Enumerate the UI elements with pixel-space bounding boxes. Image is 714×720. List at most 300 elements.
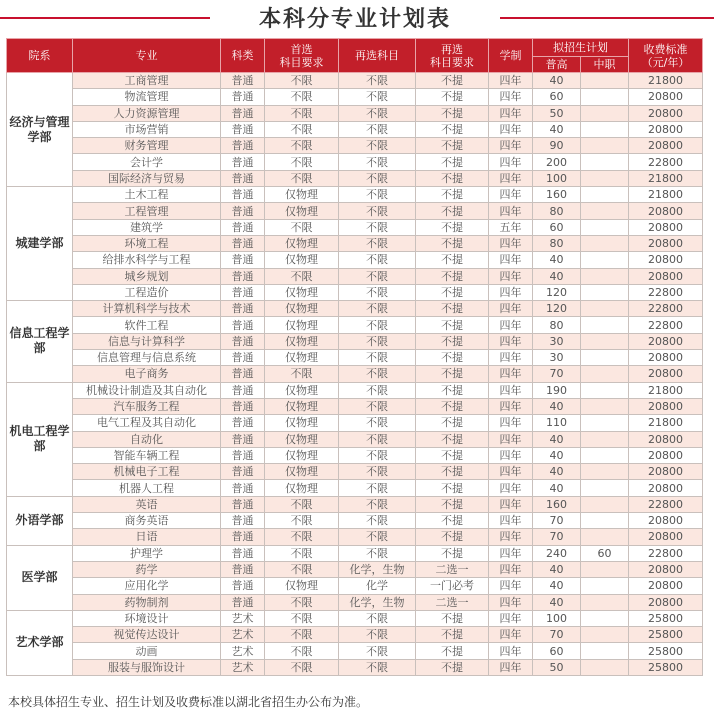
table-row [7, 610, 703, 626]
cell-fee: 20800 [629, 252, 703, 268]
cell-major: 机械设计制造及其自动化 [73, 382, 221, 398]
table-row [7, 317, 703, 333]
cell-plan-normal: 50 [533, 659, 581, 675]
cell-re-req: 不提 [416, 333, 489, 349]
cell-years: 四年 [489, 594, 533, 610]
page-title: 本科分专业计划表 [258, 6, 451, 32]
cell-years: 四年 [489, 187, 533, 203]
cell-plan-vocational [581, 594, 629, 610]
cell-first-req: 不限 [265, 643, 339, 659]
table-row [7, 545, 703, 561]
cell-years: 四年 [489, 121, 533, 137]
cell-plan-vocational [581, 73, 629, 89]
header-first-req-top: 首选 [290, 42, 313, 56]
cell-major: 汽车服务工程 [73, 398, 221, 414]
cell-years: 四年 [489, 643, 533, 659]
table-row [7, 73, 703, 89]
cell-plan-normal: 30 [533, 333, 581, 349]
cell-years: 五年 [489, 219, 533, 235]
cell-plan-normal: 40 [533, 73, 581, 89]
cell-re-subject: 不限 [339, 659, 416, 675]
cell-type: 普通 [221, 366, 265, 382]
cell-first-req: 不限 [265, 219, 339, 235]
table-row [7, 252, 703, 268]
cell-fee: 22800 [629, 154, 703, 170]
cell-first-req: 不限 [265, 513, 339, 529]
cell-plan-normal: 40 [533, 121, 581, 137]
cell-fee: 20800 [629, 89, 703, 105]
cell-first-req: 不限 [265, 170, 339, 186]
cell-plan-vocational [581, 105, 629, 121]
table-row [7, 431, 703, 447]
cell-first-req: 不限 [265, 154, 339, 170]
cell-fee: 20800 [629, 464, 703, 480]
cell-first-req: 仅物理 [265, 252, 339, 268]
cell-type: 普通 [221, 398, 265, 414]
cell-major: 物流管理 [73, 89, 221, 105]
cell-major: 工程管理 [73, 203, 221, 219]
cell-re-req: 不提 [416, 187, 489, 203]
cell-re-subject: 不限 [339, 431, 416, 447]
cell-plan-vocational [581, 252, 629, 268]
cell-plan-vocational [581, 643, 629, 659]
cell-plan-vocational [581, 350, 629, 366]
header-plan: 拟招生计划 [533, 39, 629, 57]
cell-plan-normal: 70 [533, 366, 581, 382]
cell-re-subject: 不限 [339, 333, 416, 349]
cell-first-req: 不限 [265, 496, 339, 512]
cell-plan-vocational [581, 317, 629, 333]
cell-type: 普通 [221, 415, 265, 431]
cell-first-req: 仅物理 [265, 301, 339, 317]
cell-first-req: 仅物理 [265, 431, 339, 447]
cell-re-req: 不提 [416, 366, 489, 382]
cell-first-req: 不限 [265, 561, 339, 577]
cell-major: 机器人工程 [73, 480, 221, 496]
cell-major: 环境设计 [73, 610, 221, 626]
table-row [7, 170, 703, 186]
cell-major: 日语 [73, 529, 221, 545]
cell-re-subject: 不限 [339, 187, 416, 203]
table-row [7, 138, 703, 154]
table-row [7, 398, 703, 414]
cell-years: 四年 [489, 431, 533, 447]
cell-plan-vocational [581, 154, 629, 170]
table-row [7, 219, 703, 235]
cell-first-req: 不限 [265, 529, 339, 545]
header-type: 科类 [221, 39, 265, 73]
cell-re-subject: 不限 [339, 643, 416, 659]
cell-major: 自动化 [73, 431, 221, 447]
header-re-req-top: 再选 [441, 42, 463, 56]
cell-plan-vocational [581, 659, 629, 675]
cell-re-req: 不提 [416, 529, 489, 545]
cell-plan-vocational [581, 138, 629, 154]
cell-fee: 20800 [629, 105, 703, 121]
cell-re-req: 不提 [416, 105, 489, 121]
department-cell: 信息工程学部 [7, 301, 73, 382]
cell-major: 财务管理 [73, 138, 221, 154]
cell-first-req: 仅物理 [265, 382, 339, 398]
cell-years: 四年 [489, 659, 533, 675]
cell-years: 四年 [489, 333, 533, 349]
cell-first-req: 不限 [265, 89, 339, 105]
cell-re-subject: 不限 [339, 235, 416, 251]
cell-fee: 25800 [629, 610, 703, 626]
cell-fee: 21800 [629, 382, 703, 398]
cell-major: 护理学 [73, 545, 221, 561]
cell-type: 艺术 [221, 659, 265, 675]
cell-plan-vocational [581, 301, 629, 317]
cell-fee: 25800 [629, 643, 703, 659]
cell-re-req: 不提 [416, 138, 489, 154]
cell-plan-vocational: 60 [581, 545, 629, 561]
cell-re-subject: 不限 [339, 382, 416, 398]
cell-re-subject: 不限 [339, 203, 416, 219]
cell-fee: 21800 [629, 187, 703, 203]
cell-re-req: 不提 [416, 89, 489, 105]
department-cell: 经济与管理学部 [7, 73, 73, 187]
cell-re-req: 不提 [416, 284, 489, 300]
cell-re-subject: 化学，生物 [339, 594, 416, 610]
cell-re-req: 不提 [416, 659, 489, 675]
cell-fee: 25800 [629, 627, 703, 643]
cell-major: 人力资源管理 [73, 105, 221, 121]
cell-years: 四年 [489, 170, 533, 186]
cell-re-req: 不提 [416, 545, 489, 561]
cell-years: 四年 [489, 415, 533, 431]
cell-major: 软件工程 [73, 317, 221, 333]
cell-plan-normal: 40 [533, 252, 581, 268]
cell-major: 电气工程及其自动化 [73, 415, 221, 431]
cell-re-subject: 不限 [339, 496, 416, 512]
cell-plan-vocational [581, 89, 629, 105]
cell-first-req: 仅物理 [265, 333, 339, 349]
cell-major: 药学 [73, 561, 221, 577]
cell-years: 四年 [489, 610, 533, 626]
cell-plan-normal: 30 [533, 350, 581, 366]
cell-major: 城乡规划 [73, 268, 221, 284]
cell-major: 市场营销 [73, 121, 221, 137]
cell-plan-normal: 120 [533, 301, 581, 317]
cell-re-subject: 不限 [339, 545, 416, 561]
cell-plan-vocational [581, 284, 629, 300]
cell-major: 机械电子工程 [73, 464, 221, 480]
cell-fee: 20800 [629, 480, 703, 496]
cell-re-req: 不提 [416, 219, 489, 235]
cell-re-subject: 不限 [339, 447, 416, 463]
table-row [7, 447, 703, 463]
cell-first-req: 不限 [265, 627, 339, 643]
cell-plan-normal: 80 [533, 203, 581, 219]
cell-fee: 21800 [629, 415, 703, 431]
cell-plan-normal: 40 [533, 268, 581, 284]
cell-re-req: 一门必考 [416, 578, 489, 594]
cell-plan-normal: 40 [533, 447, 581, 463]
cell-first-req: 不限 [265, 659, 339, 675]
cell-years: 四年 [489, 398, 533, 414]
cell-major: 建筑学 [73, 219, 221, 235]
cell-plan-vocational [581, 235, 629, 251]
cell-type: 普通 [221, 268, 265, 284]
cell-major: 会计学 [73, 154, 221, 170]
cell-years: 四年 [489, 529, 533, 545]
cell-years: 四年 [489, 89, 533, 105]
cell-re-req: 不提 [416, 398, 489, 414]
cell-re-subject: 不限 [339, 154, 416, 170]
cell-plan-normal: 90 [533, 138, 581, 154]
cell-type: 普通 [221, 317, 265, 333]
cell-type: 普通 [221, 235, 265, 251]
cell-fee: 20800 [629, 578, 703, 594]
cell-type: 艺术 [221, 627, 265, 643]
table-row [7, 594, 703, 610]
cell-plan-vocational [581, 529, 629, 545]
header-plan-vocational: 中职 [581, 57, 629, 73]
cell-first-req: 仅物理 [265, 284, 339, 300]
cell-first-req: 不限 [265, 366, 339, 382]
cell-re-req: 不提 [416, 317, 489, 333]
cell-type: 普通 [221, 154, 265, 170]
cell-fee: 25800 [629, 659, 703, 675]
cell-first-req: 不限 [265, 105, 339, 121]
cell-plan-vocational [581, 268, 629, 284]
cell-re-subject: 不限 [339, 366, 416, 382]
cell-years: 四年 [489, 350, 533, 366]
cell-re-subject: 不限 [339, 170, 416, 186]
cell-fee: 20800 [629, 138, 703, 154]
cell-fee: 20800 [629, 431, 703, 447]
cell-plan-vocational [581, 561, 629, 577]
cell-type: 普通 [221, 219, 265, 235]
cell-plan-normal: 110 [533, 415, 581, 431]
cell-first-req: 不限 [265, 73, 339, 89]
cell-years: 四年 [489, 154, 533, 170]
cell-re-req: 不提 [416, 513, 489, 529]
cell-major: 英语 [73, 496, 221, 512]
cell-plan-vocational [581, 513, 629, 529]
table-row [7, 105, 703, 121]
cell-re-subject: 不限 [339, 627, 416, 643]
cell-type: 普通 [221, 105, 265, 121]
title-rule-left [0, 17, 210, 19]
cell-plan-vocational [581, 627, 629, 643]
cell-first-req: 仅物理 [265, 203, 339, 219]
cell-re-req: 不提 [416, 610, 489, 626]
cell-major: 信息与计算科学 [73, 333, 221, 349]
cell-first-req: 仅物理 [265, 480, 339, 496]
cell-years: 四年 [489, 235, 533, 251]
cell-plan-vocational [581, 187, 629, 203]
cell-first-req: 不限 [265, 545, 339, 561]
cell-years: 四年 [489, 480, 533, 496]
cell-re-subject: 不限 [339, 513, 416, 529]
cell-years: 四年 [489, 203, 533, 219]
cell-type: 普通 [221, 333, 265, 349]
header-years: 学制 [489, 39, 533, 73]
cell-years: 四年 [489, 578, 533, 594]
table-row [7, 561, 703, 577]
cell-re-subject: 不限 [339, 268, 416, 284]
cell-fee: 21800 [629, 73, 703, 89]
cell-type: 普通 [221, 561, 265, 577]
cell-plan-normal: 100 [533, 170, 581, 186]
cell-years: 四年 [489, 464, 533, 480]
cell-re-req: 不提 [416, 301, 489, 317]
cell-major: 药物制剂 [73, 594, 221, 610]
cell-plan-normal: 40 [533, 431, 581, 447]
cell-plan-vocational [581, 610, 629, 626]
cell-re-req: 不提 [416, 268, 489, 284]
cell-fee: 22800 [629, 545, 703, 561]
cell-re-subject: 不限 [339, 301, 416, 317]
cell-years: 四年 [489, 73, 533, 89]
cell-first-req: 仅物理 [265, 447, 339, 463]
cell-plan-normal: 40 [533, 398, 581, 414]
header-first-req [265, 39, 339, 73]
cell-fee: 20800 [629, 594, 703, 610]
cell-re-req: 不提 [416, 350, 489, 366]
cell-fee: 21800 [629, 170, 703, 186]
table-row [7, 121, 703, 137]
cell-fee: 22800 [629, 284, 703, 300]
table-row [7, 659, 703, 675]
cell-plan-vocational [581, 431, 629, 447]
cell-re-subject: 不限 [339, 219, 416, 235]
cell-plan-vocational [581, 578, 629, 594]
table-row [7, 578, 703, 594]
cell-re-req: 不提 [416, 464, 489, 480]
cell-re-req: 不提 [416, 643, 489, 659]
cell-type: 普通 [221, 480, 265, 496]
cell-plan-normal: 240 [533, 545, 581, 561]
cell-type: 普通 [221, 138, 265, 154]
table-row [7, 284, 703, 300]
cell-plan-vocational [581, 447, 629, 463]
cell-plan-normal: 160 [533, 187, 581, 203]
table-row [7, 154, 703, 170]
cell-type: 普通 [221, 301, 265, 317]
cell-years: 四年 [489, 301, 533, 317]
cell-plan-vocational [581, 366, 629, 382]
cell-plan-normal: 60 [533, 643, 581, 659]
cell-major: 国际经济与贸易 [73, 170, 221, 186]
header-fee [629, 39, 703, 73]
department-cell: 机电工程学部 [7, 382, 73, 496]
cell-type: 普通 [221, 284, 265, 300]
cell-type: 普通 [221, 187, 265, 203]
cell-plan-vocational [581, 203, 629, 219]
cell-type: 普通 [221, 594, 265, 610]
cell-re-req: 不提 [416, 415, 489, 431]
footer-note: 本校具体招生专业、招生计划及收费标准以湖北省招生办公布为准。 [8, 695, 369, 709]
cell-type: 普通 [221, 496, 265, 512]
cell-plan-normal: 50 [533, 105, 581, 121]
cell-years: 四年 [489, 284, 533, 300]
cell-major: 智能车辆工程 [73, 447, 221, 463]
cell-years: 四年 [489, 252, 533, 268]
header-re-req [416, 39, 489, 73]
cell-plan-vocational [581, 480, 629, 496]
cell-first-req: 仅物理 [265, 464, 339, 480]
cell-re-req: 二选一 [416, 561, 489, 577]
cell-fee: 20800 [629, 121, 703, 137]
cell-re-req: 不提 [416, 431, 489, 447]
cell-major: 信息管理与信息系统 [73, 350, 221, 366]
cell-type: 普通 [221, 89, 265, 105]
cell-fee: 20800 [629, 529, 703, 545]
cell-plan-vocational [581, 219, 629, 235]
cell-re-subject: 不限 [339, 464, 416, 480]
header-major: 专业 [73, 39, 221, 73]
cell-re-subject: 不限 [339, 138, 416, 154]
cell-first-req: 仅物理 [265, 578, 339, 594]
cell-first-req: 仅物理 [265, 350, 339, 366]
cell-fee: 20800 [629, 350, 703, 366]
title-bar [0, 0, 714, 34]
cell-type: 艺术 [221, 610, 265, 626]
cell-type: 普通 [221, 529, 265, 545]
cell-major: 工程造价 [73, 284, 221, 300]
cell-plan-normal: 80 [533, 317, 581, 333]
cell-re-req: 不提 [416, 235, 489, 251]
table-row [7, 513, 703, 529]
table-row [7, 235, 703, 251]
table-row [7, 464, 703, 480]
cell-re-req: 不提 [416, 447, 489, 463]
cell-type: 普通 [221, 73, 265, 89]
cell-years: 四年 [489, 317, 533, 333]
header-re-subject: 再选科目 [339, 39, 416, 73]
cell-years: 四年 [489, 105, 533, 121]
cell-re-subject: 不限 [339, 529, 416, 545]
cell-plan-vocational [581, 121, 629, 137]
header-fee-top: 收费标准 [643, 42, 688, 56]
cell-major: 服装与服饰设计 [73, 659, 221, 675]
cell-major: 商务英语 [73, 513, 221, 529]
cell-re-req: 不提 [416, 203, 489, 219]
cell-major: 计算机科学与技术 [73, 301, 221, 317]
cell-fee: 20800 [629, 398, 703, 414]
cell-plan-vocational [581, 170, 629, 186]
table-row [7, 203, 703, 219]
cell-years: 四年 [489, 268, 533, 284]
cell-plan-normal: 120 [533, 284, 581, 300]
table-row [7, 268, 703, 284]
cell-re-req: 不提 [416, 496, 489, 512]
cell-type: 普通 [221, 121, 265, 137]
title-rule-right [500, 17, 714, 19]
cell-plan-normal: 40 [533, 561, 581, 577]
cell-type: 普通 [221, 350, 265, 366]
cell-re-req: 不提 [416, 73, 489, 89]
cell-plan-normal: 60 [533, 219, 581, 235]
cell-re-subject: 不限 [339, 121, 416, 137]
cell-plan-normal: 100 [533, 610, 581, 626]
cell-re-subject: 不限 [339, 73, 416, 89]
cell-re-req: 不提 [416, 154, 489, 170]
cell-fee: 20800 [629, 235, 703, 251]
cell-re-req: 不提 [416, 252, 489, 268]
cell-first-req: 不限 [265, 121, 339, 137]
cell-re-req: 不提 [416, 170, 489, 186]
table-row [7, 496, 703, 512]
cell-re-req: 不提 [416, 382, 489, 398]
cell-re-subject: 不限 [339, 415, 416, 431]
cell-re-subject: 不限 [339, 610, 416, 626]
cell-type: 普通 [221, 252, 265, 268]
cell-major: 土木工程 [73, 187, 221, 203]
